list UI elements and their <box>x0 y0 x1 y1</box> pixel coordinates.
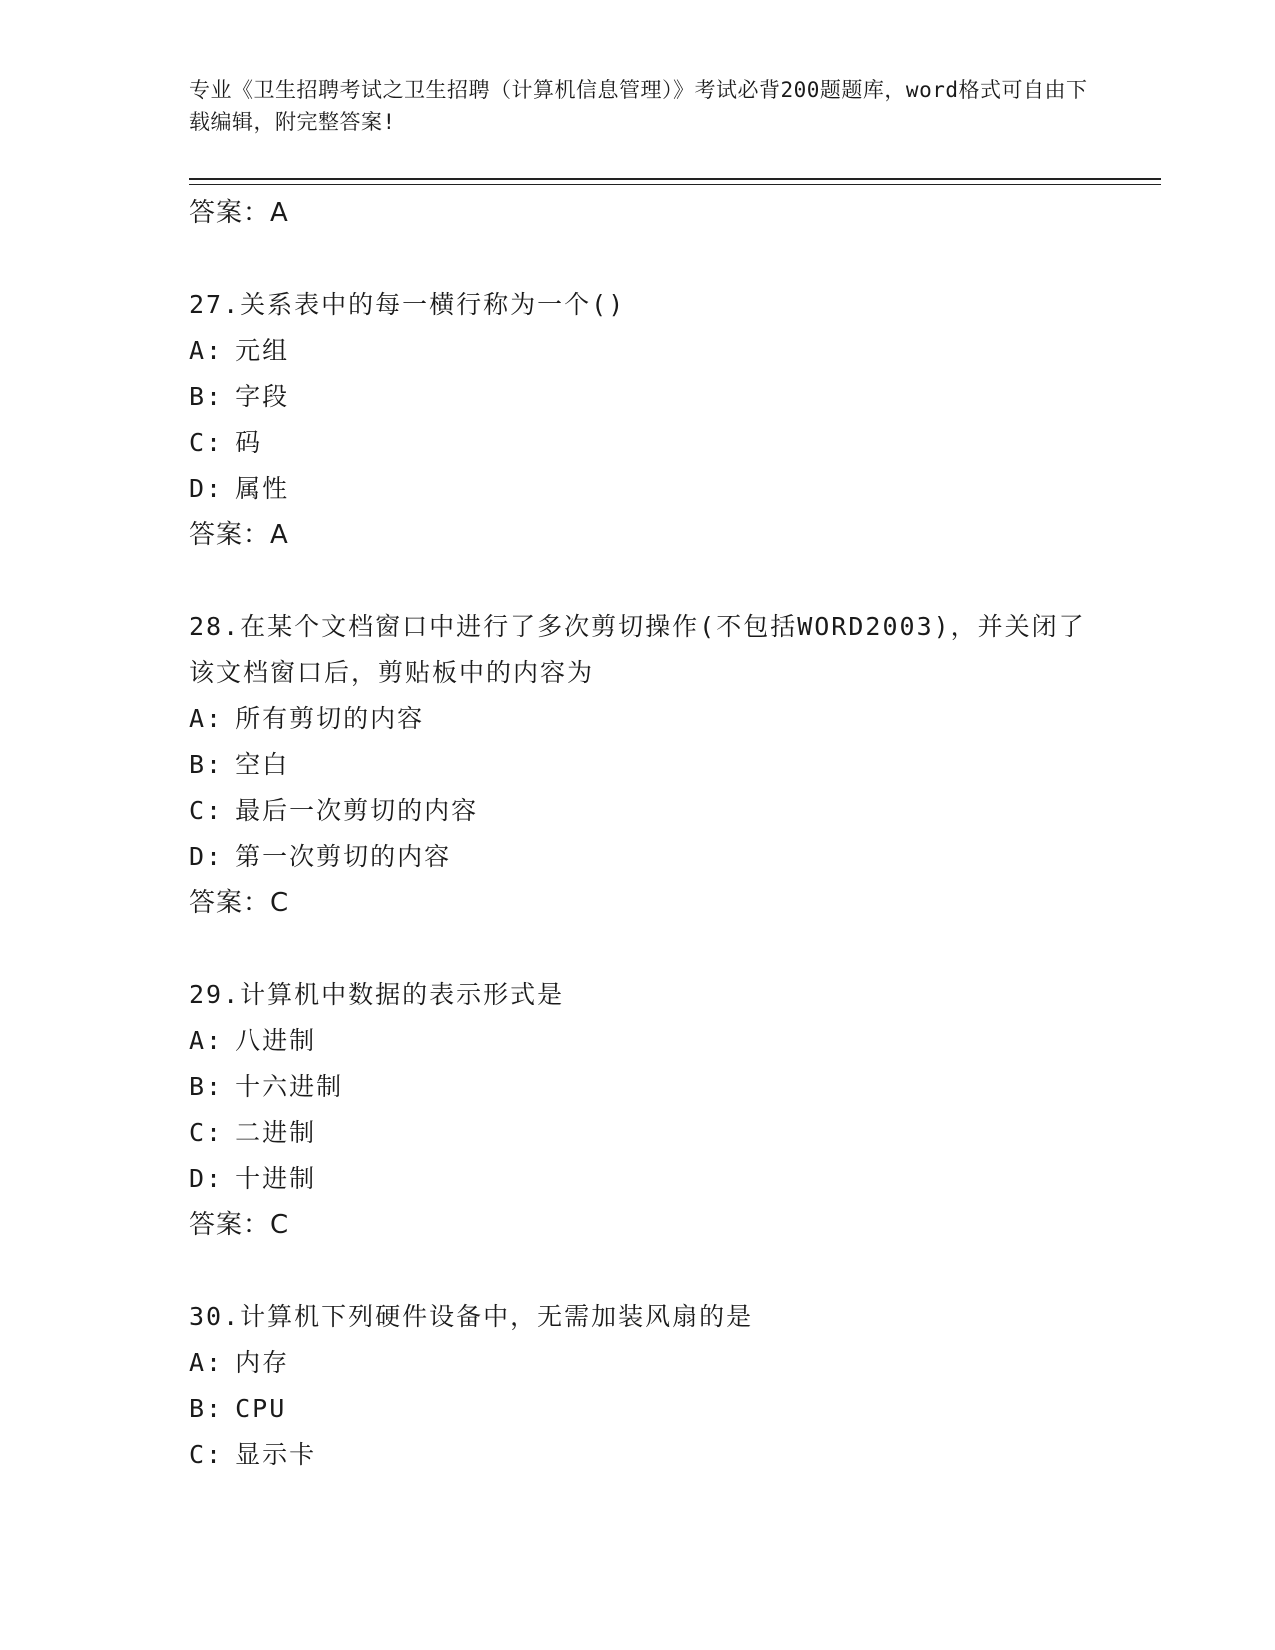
question-block <box>189 604 1089 926</box>
header-divider <box>189 178 1161 185</box>
option-c: C: 最后一次剪切的内容 <box>189 796 479 825</box>
option-a: A: 内存 <box>189 1348 290 1377</box>
option-c: C: 显示卡 <box>189 1440 317 1469</box>
option-a: A: 所有剪切的内容 <box>189 704 425 733</box>
spacer <box>189 926 1089 972</box>
option-d: D: 第一次剪切的内容 <box>189 842 452 871</box>
question-stem: 30.计算机下列硬件设备中，无需加装风扇的是 <box>189 1302 754 1331</box>
question-block <box>189 1294 1089 1478</box>
option-c: C: 码 <box>189 428 263 457</box>
answer-line: 答案：A <box>189 198 289 228</box>
option-d: D: 属性 <box>189 474 290 503</box>
option-c: C: 二进制 <box>189 1118 317 1147</box>
answer-line: 答案：C <box>189 888 290 918</box>
option-a: A: 八进制 <box>189 1026 317 1055</box>
question-list <box>189 190 1089 1478</box>
question-stem: 29.计算机中数据的表示形式是 <box>189 980 565 1009</box>
spacer <box>189 236 1089 282</box>
spacer <box>189 558 1089 604</box>
option-d: D: 十进制 <box>189 1164 317 1193</box>
answer-line: 答案：C <box>189 1210 290 1240</box>
page-header <box>189 74 1089 138</box>
question-block <box>189 972 1089 1248</box>
option-b: B: 空白 <box>189 750 290 779</box>
option-b: B: 字段 <box>189 382 290 411</box>
question-block <box>189 282 1089 558</box>
option-b: B: CPU <box>189 1394 287 1423</box>
spacer <box>189 1248 1089 1294</box>
question-stem: 28.在某个文档窗口中进行了多次剪切操作(不包括WORD2003)，并关闭了该文档窗口后，剪贴板中的内容为 <box>189 612 1086 687</box>
answer-line: 答案：A <box>189 520 289 550</box>
option-b: B: 十六进制 <box>189 1072 344 1101</box>
option-a: A: 元组 <box>189 336 290 365</box>
question-stem: 27.关系表中的每一横行称为一个() <box>189 290 626 319</box>
header-text: 专业《卫生招聘考试之卫生招聘（计算机信息管理）》考试必背200题题库，word格式可自由下载编辑，附完整答案! <box>189 78 1088 134</box>
